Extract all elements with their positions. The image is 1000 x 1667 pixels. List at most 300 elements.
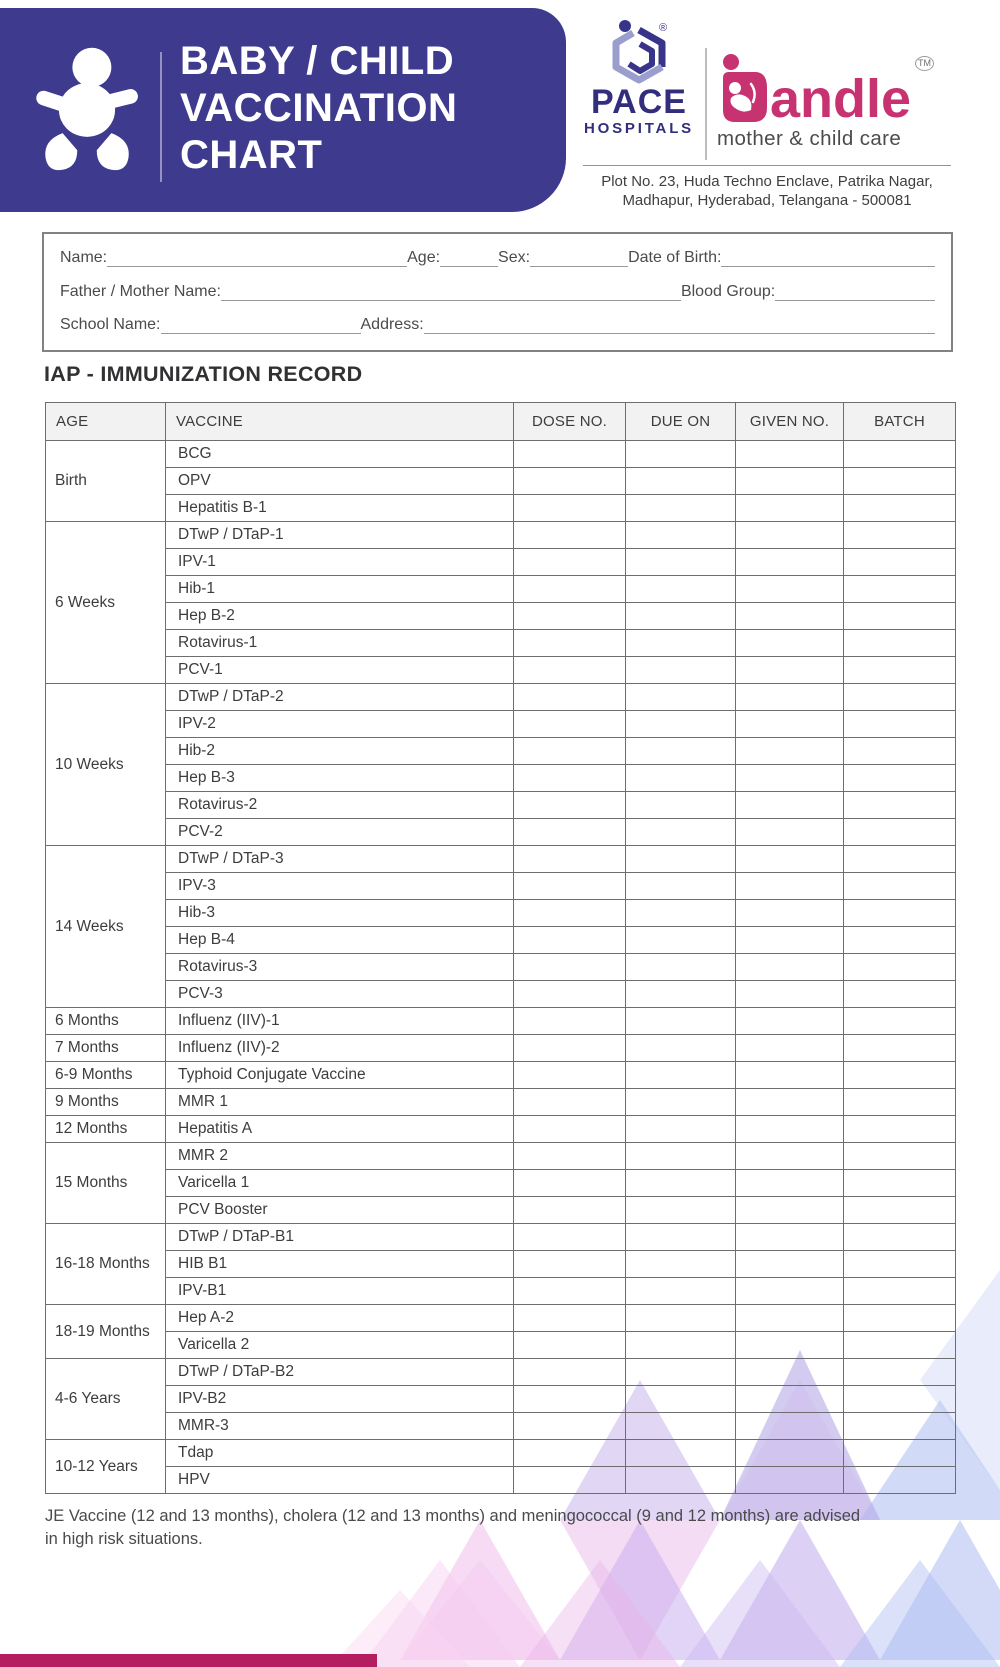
given-no-cell — [736, 954, 844, 981]
age-cell: 12 Months — [46, 1116, 166, 1143]
age-cell: 10-12 Years — [46, 1440, 166, 1494]
batch-cell — [844, 603, 956, 630]
page-title-line2: VACCINATION — [180, 86, 458, 130]
due-on-cell — [626, 1467, 736, 1494]
due-on-cell — [626, 846, 736, 873]
table-row — [46, 765, 956, 792]
dose-no-cell — [514, 792, 626, 819]
logo-divider — [705, 48, 707, 160]
table-row — [46, 1143, 956, 1170]
age-cell: 9 Months — [46, 1089, 166, 1116]
batch-cell — [844, 981, 956, 1008]
high-risk-note: JE Vaccine (12 and 13 months), cholera (12 and 13 months) and meningococcal (9 and 12 months) are advised in high risk situations. — [45, 1507, 861, 1548]
table-row — [46, 630, 956, 657]
dose-no-cell — [514, 1062, 626, 1089]
due-on-cell — [626, 1116, 736, 1143]
given-no-cell — [736, 1197, 844, 1224]
batch-cell — [844, 1116, 956, 1143]
dose-no-cell — [514, 1386, 626, 1413]
dob-label: Date of Birth: — [628, 248, 722, 266]
dose-no-cell — [514, 630, 626, 657]
due-on-cell — [626, 981, 736, 1008]
due-on-cell — [626, 576, 736, 603]
dose-no-cell — [514, 1170, 626, 1197]
batch-cell — [844, 846, 956, 873]
due-on-cell — [626, 1413, 736, 1440]
dose-no-cell — [514, 1008, 626, 1035]
dose-no-cell — [514, 927, 626, 954]
vaccine-cell: IPV-B1 — [166, 1278, 514, 1305]
given-no-cell — [736, 603, 844, 630]
table-row — [46, 1035, 956, 1062]
age-cell: 6 Weeks — [46, 522, 166, 684]
batch-cell — [844, 819, 956, 846]
hospital-address — [583, 172, 951, 210]
vaccine-cell: IPV-B2 — [166, 1386, 514, 1413]
due-on-cell — [626, 522, 736, 549]
dose-no-cell — [514, 1467, 626, 1494]
dose-no-cell — [514, 1035, 626, 1062]
vaccine-cell: Hep A-2 — [166, 1305, 514, 1332]
batch-cell — [844, 1008, 956, 1035]
due-on-cell — [626, 819, 736, 846]
due-on-cell — [626, 900, 736, 927]
given-no-cell — [736, 657, 844, 684]
dose-no-cell — [514, 1440, 626, 1467]
batch-cell — [844, 549, 956, 576]
trademark-mark: TM — [915, 56, 934, 71]
vaccine-cell: MMR-3 — [166, 1413, 514, 1440]
age-cell: 14 Weeks — [46, 846, 166, 1008]
given-no-cell — [736, 1386, 844, 1413]
bottom-accent-bar — [0, 1654, 377, 1667]
dose-no-cell — [514, 468, 626, 495]
dose-no-cell — [514, 1305, 626, 1332]
vaccine-cell: DTwP / DTaP-3 — [166, 846, 514, 873]
vaccine-cell: MMR 1 — [166, 1089, 514, 1116]
vaccine-cell: Hep B-4 — [166, 927, 514, 954]
table-row — [46, 1197, 956, 1224]
due-on-cell — [626, 603, 736, 630]
column-header-vaccine: VACCINE — [166, 403, 514, 441]
due-on-cell — [626, 873, 736, 900]
pace-hospitals-logo — [583, 20, 695, 137]
table-row — [46, 738, 956, 765]
dandle-tagline: mother & child care — [717, 127, 902, 150]
given-no-cell — [736, 1305, 844, 1332]
due-on-cell — [626, 1359, 736, 1386]
vaccine-cell: Hepatitis A — [166, 1116, 514, 1143]
given-no-cell — [736, 846, 844, 873]
given-no-cell — [736, 792, 844, 819]
vaccine-cell: Varicella 2 — [166, 1332, 514, 1359]
batch-cell — [844, 1278, 956, 1305]
given-no-cell — [736, 1440, 844, 1467]
batch-cell — [844, 1251, 956, 1278]
age-cell: 6-9 Months — [46, 1062, 166, 1089]
due-on-cell — [626, 738, 736, 765]
given-no-cell — [736, 765, 844, 792]
pace-subtitle: HOSPITALS — [584, 120, 694, 137]
batch-cell — [844, 873, 956, 900]
age-cell: 6 Months — [46, 1008, 166, 1035]
dose-no-cell — [514, 765, 626, 792]
patient-row-1 — [60, 249, 935, 268]
due-on-cell — [626, 792, 736, 819]
column-header-dose-no: DOSE NO. — [514, 403, 626, 441]
pace-name: PACE — [591, 83, 687, 121]
due-on-cell — [626, 1170, 736, 1197]
column-header-due-on: DUE ON — [626, 403, 736, 441]
dose-no-cell — [514, 981, 626, 1008]
dose-no-cell — [514, 1278, 626, 1305]
address-field — [424, 316, 935, 334]
due-on-cell — [626, 1305, 736, 1332]
table-row — [46, 1170, 956, 1197]
batch-cell — [844, 1440, 956, 1467]
given-no-cell — [736, 819, 844, 846]
dose-no-cell — [514, 576, 626, 603]
vaccine-cell: MMR 2 — [166, 1143, 514, 1170]
batch-cell — [844, 1170, 956, 1197]
batch-cell — [844, 900, 956, 927]
given-no-cell — [736, 1062, 844, 1089]
dose-no-cell — [514, 873, 626, 900]
table-row — [46, 819, 956, 846]
given-no-cell — [736, 1224, 844, 1251]
given-no-cell — [736, 1143, 844, 1170]
table-header-row — [46, 403, 956, 441]
vaccine-cell: IPV-2 — [166, 711, 514, 738]
dose-no-cell — [514, 603, 626, 630]
age-cell: 16-18 Months — [46, 1224, 166, 1305]
given-no-cell — [736, 1278, 844, 1305]
table-row — [46, 1062, 956, 1089]
given-no-cell — [736, 1251, 844, 1278]
given-no-cell — [736, 900, 844, 927]
vaccine-cell: Rotavirus-1 — [166, 630, 514, 657]
batch-cell — [844, 954, 956, 981]
table-row — [46, 1224, 956, 1251]
table-row — [46, 1278, 956, 1305]
vaccine-cell: BCG — [166, 441, 514, 468]
vaccine-cell: Influenz (IIV)-2 — [166, 1035, 514, 1062]
table-row — [46, 1386, 956, 1413]
batch-cell — [844, 1197, 956, 1224]
vaccine-cell: DTwP / DTaP-B1 — [166, 1224, 514, 1251]
table-row — [46, 1305, 956, 1332]
sex-label: Sex: — [498, 248, 531, 266]
dose-no-cell — [514, 441, 626, 468]
batch-cell — [844, 441, 956, 468]
column-header-batch: BATCH — [844, 403, 956, 441]
given-no-cell — [736, 981, 844, 1008]
vaccine-cell: DTwP / DTaP-2 — [166, 684, 514, 711]
due-on-cell — [626, 1035, 736, 1062]
due-on-cell — [626, 1332, 736, 1359]
table-row — [46, 846, 956, 873]
page-title-line3: CHART — [180, 133, 323, 177]
dose-no-cell — [514, 1413, 626, 1440]
given-no-cell — [736, 1413, 844, 1440]
address-line2: Madhapur, Hyderabad, Telangana - 500081 — [622, 192, 912, 209]
age-label: Age: — [407, 248, 441, 266]
vaccine-cell: Hib-1 — [166, 576, 514, 603]
table-row — [46, 495, 956, 522]
batch-cell — [844, 468, 956, 495]
due-on-cell — [626, 927, 736, 954]
vaccine-cell: Hib-2 — [166, 738, 514, 765]
table-row — [46, 468, 956, 495]
banner-divider — [160, 52, 162, 182]
table-row — [46, 1089, 956, 1116]
batch-cell — [844, 1413, 956, 1440]
dose-no-cell — [514, 711, 626, 738]
given-no-cell — [736, 1359, 844, 1386]
batch-cell — [844, 1143, 956, 1170]
dose-no-cell — [514, 1197, 626, 1224]
address-label: Address: — [360, 316, 424, 334]
table-row — [46, 981, 956, 1008]
vaccine-cell: PCV-3 — [166, 981, 514, 1008]
vaccine-cell: IPV-1 — [166, 549, 514, 576]
given-no-cell — [736, 495, 844, 522]
given-no-cell — [736, 1008, 844, 1035]
dose-no-cell — [514, 495, 626, 522]
table-row — [46, 441, 956, 468]
vaccine-cell: OPV — [166, 468, 514, 495]
registered-mark: ® — [659, 22, 668, 34]
due-on-cell — [626, 684, 736, 711]
dose-no-cell — [514, 819, 626, 846]
due-on-cell — [626, 1440, 736, 1467]
dose-no-cell — [514, 657, 626, 684]
batch-cell — [844, 522, 956, 549]
blood-group-field — [775, 283, 935, 301]
batch-cell — [844, 792, 956, 819]
school-name-label: School Name: — [60, 316, 161, 334]
dose-no-cell — [514, 1089, 626, 1116]
dose-no-cell — [514, 846, 626, 873]
dose-no-cell — [514, 738, 626, 765]
age-field — [440, 249, 498, 267]
age-cell: 15 Months — [46, 1143, 166, 1224]
table-row — [46, 576, 956, 603]
dose-no-cell — [514, 1224, 626, 1251]
given-no-cell — [736, 1035, 844, 1062]
dob-field — [721, 249, 935, 267]
vaccine-cell: Rotavirus-3 — [166, 954, 514, 981]
due-on-cell — [626, 468, 736, 495]
dose-no-cell — [514, 1116, 626, 1143]
dose-no-cell — [514, 549, 626, 576]
batch-cell — [844, 1035, 956, 1062]
vaccine-cell: Influenz (IIV)-1 — [166, 1008, 514, 1035]
batch-cell — [844, 657, 956, 684]
vaccine-cell: PCV-1 — [166, 657, 514, 684]
vaccine-cell: Varicella 1 — [166, 1170, 514, 1197]
due-on-cell — [626, 1197, 736, 1224]
due-on-cell — [626, 441, 736, 468]
given-no-cell — [736, 549, 844, 576]
batch-cell — [844, 1062, 956, 1089]
given-no-cell — [736, 1089, 844, 1116]
given-no-cell — [736, 1116, 844, 1143]
vaccine-cell: Hepatitis B-1 — [166, 495, 514, 522]
given-no-cell — [736, 468, 844, 495]
given-no-cell — [736, 630, 844, 657]
due-on-cell — [626, 1386, 736, 1413]
given-no-cell — [736, 738, 844, 765]
batch-cell — [844, 1359, 956, 1386]
batch-cell — [844, 1224, 956, 1251]
due-on-cell — [626, 1008, 736, 1035]
batch-cell — [844, 1467, 956, 1494]
given-no-cell — [736, 1332, 844, 1359]
vaccine-cell: IPV-3 — [166, 873, 514, 900]
batch-cell — [844, 1305, 956, 1332]
table-row — [46, 657, 956, 684]
dandle-name: andle — [770, 69, 912, 129]
given-no-cell — [736, 1467, 844, 1494]
table-row — [46, 1440, 956, 1467]
vaccine-cell: Rotavirus-2 — [166, 792, 514, 819]
table-row — [46, 1413, 956, 1440]
batch-cell — [844, 1332, 956, 1359]
table-row — [46, 1008, 956, 1035]
table-row — [46, 1467, 956, 1494]
vaccine-cell: DTwP / DTaP-1 — [166, 522, 514, 549]
record-table-body — [46, 441, 956, 1494]
due-on-cell — [626, 765, 736, 792]
due-on-cell — [626, 1224, 736, 1251]
given-no-cell — [736, 873, 844, 900]
batch-cell — [844, 684, 956, 711]
given-no-cell — [736, 684, 844, 711]
brand-divider-line — [583, 165, 951, 166]
table-row — [46, 684, 956, 711]
dose-no-cell — [514, 900, 626, 927]
vaccine-cell: Hep B-3 — [166, 765, 514, 792]
batch-cell — [844, 711, 956, 738]
vaccine-cell: PCV-2 — [166, 819, 514, 846]
address-line1: Plot No. 23, Huda Techno Enclave, Patrika Nagar, — [601, 173, 933, 190]
vaccine-cell: Hib-3 — [166, 900, 514, 927]
due-on-cell — [626, 711, 736, 738]
batch-cell — [844, 927, 956, 954]
age-cell: 10 Weeks — [46, 684, 166, 846]
patient-info-box — [42, 232, 953, 352]
dose-no-cell — [514, 954, 626, 981]
parent-name-field — [221, 283, 681, 301]
dose-no-cell — [514, 1332, 626, 1359]
immunization-table — [45, 402, 956, 1494]
table-row — [46, 927, 956, 954]
dose-no-cell — [514, 1359, 626, 1386]
due-on-cell — [626, 549, 736, 576]
given-no-cell — [736, 927, 844, 954]
title-banner — [0, 8, 566, 212]
vaccine-cell: Hep B-2 — [166, 603, 514, 630]
due-on-cell — [626, 495, 736, 522]
name-label: Name: — [60, 248, 108, 266]
vaccine-cell: HIB B1 — [166, 1251, 514, 1278]
page-title-line1: BABY / CHILD — [180, 39, 455, 83]
column-header-given-no: GIVEN NO. — [736, 403, 844, 441]
batch-cell — [844, 765, 956, 792]
sex-field — [530, 249, 628, 267]
dandle-logo — [717, 54, 955, 151]
vaccine-cell: Typhoid Conjugate Vaccine — [166, 1062, 514, 1089]
page-title — [180, 38, 457, 179]
batch-cell — [844, 1089, 956, 1116]
table-row — [46, 1251, 956, 1278]
patient-row-3 — [60, 316, 935, 335]
due-on-cell — [626, 1251, 736, 1278]
vaccine-cell: Tdap — [166, 1440, 514, 1467]
column-header-age: AGE — [46, 403, 166, 441]
table-row — [46, 522, 956, 549]
blood-group-label: Blood Group: — [680, 282, 776, 300]
table-row — [46, 711, 956, 738]
due-on-cell — [626, 1278, 736, 1305]
dandle-mother-child-icon — [717, 54, 769, 124]
table-row — [46, 603, 956, 630]
table-row — [46, 900, 956, 927]
given-no-cell — [736, 1170, 844, 1197]
due-on-cell — [626, 1089, 736, 1116]
age-cell: 7 Months — [46, 1035, 166, 1062]
batch-cell — [844, 630, 956, 657]
given-no-cell — [736, 711, 844, 738]
dose-no-cell — [514, 522, 626, 549]
table-row — [46, 954, 956, 981]
age-cell: 18-19 Months — [46, 1305, 166, 1359]
table-row — [46, 1116, 956, 1143]
vaccine-cell: DTwP / DTaP-B2 — [166, 1359, 514, 1386]
given-no-cell — [736, 576, 844, 603]
baby-icon — [26, 42, 148, 178]
name-field — [107, 249, 407, 267]
school-name-field — [161, 316, 361, 334]
age-cell: Birth — [46, 441, 166, 522]
table-row — [46, 549, 956, 576]
due-on-cell — [626, 1062, 736, 1089]
given-no-cell — [736, 441, 844, 468]
record-title: IAP - IMMUNIZATION RECORD — [44, 362, 363, 386]
vaccine-cell: HPV — [166, 1467, 514, 1494]
table-row — [46, 1332, 956, 1359]
given-no-cell — [736, 522, 844, 549]
due-on-cell — [626, 1143, 736, 1170]
batch-cell — [844, 495, 956, 522]
brand-block — [583, 14, 955, 210]
batch-cell — [844, 738, 956, 765]
dose-no-cell — [514, 684, 626, 711]
age-cell: 4-6 Years — [46, 1359, 166, 1440]
due-on-cell — [626, 954, 736, 981]
batch-cell — [844, 576, 956, 603]
table-row — [46, 1359, 956, 1386]
table-row — [46, 792, 956, 819]
batch-cell — [844, 1386, 956, 1413]
dose-no-cell — [514, 1251, 626, 1278]
due-on-cell — [626, 630, 736, 657]
table-row — [46, 873, 956, 900]
patient-row-2 — [60, 283, 935, 302]
parent-name-label: Father / Mother Name: — [60, 282, 221, 300]
due-on-cell — [626, 657, 736, 684]
